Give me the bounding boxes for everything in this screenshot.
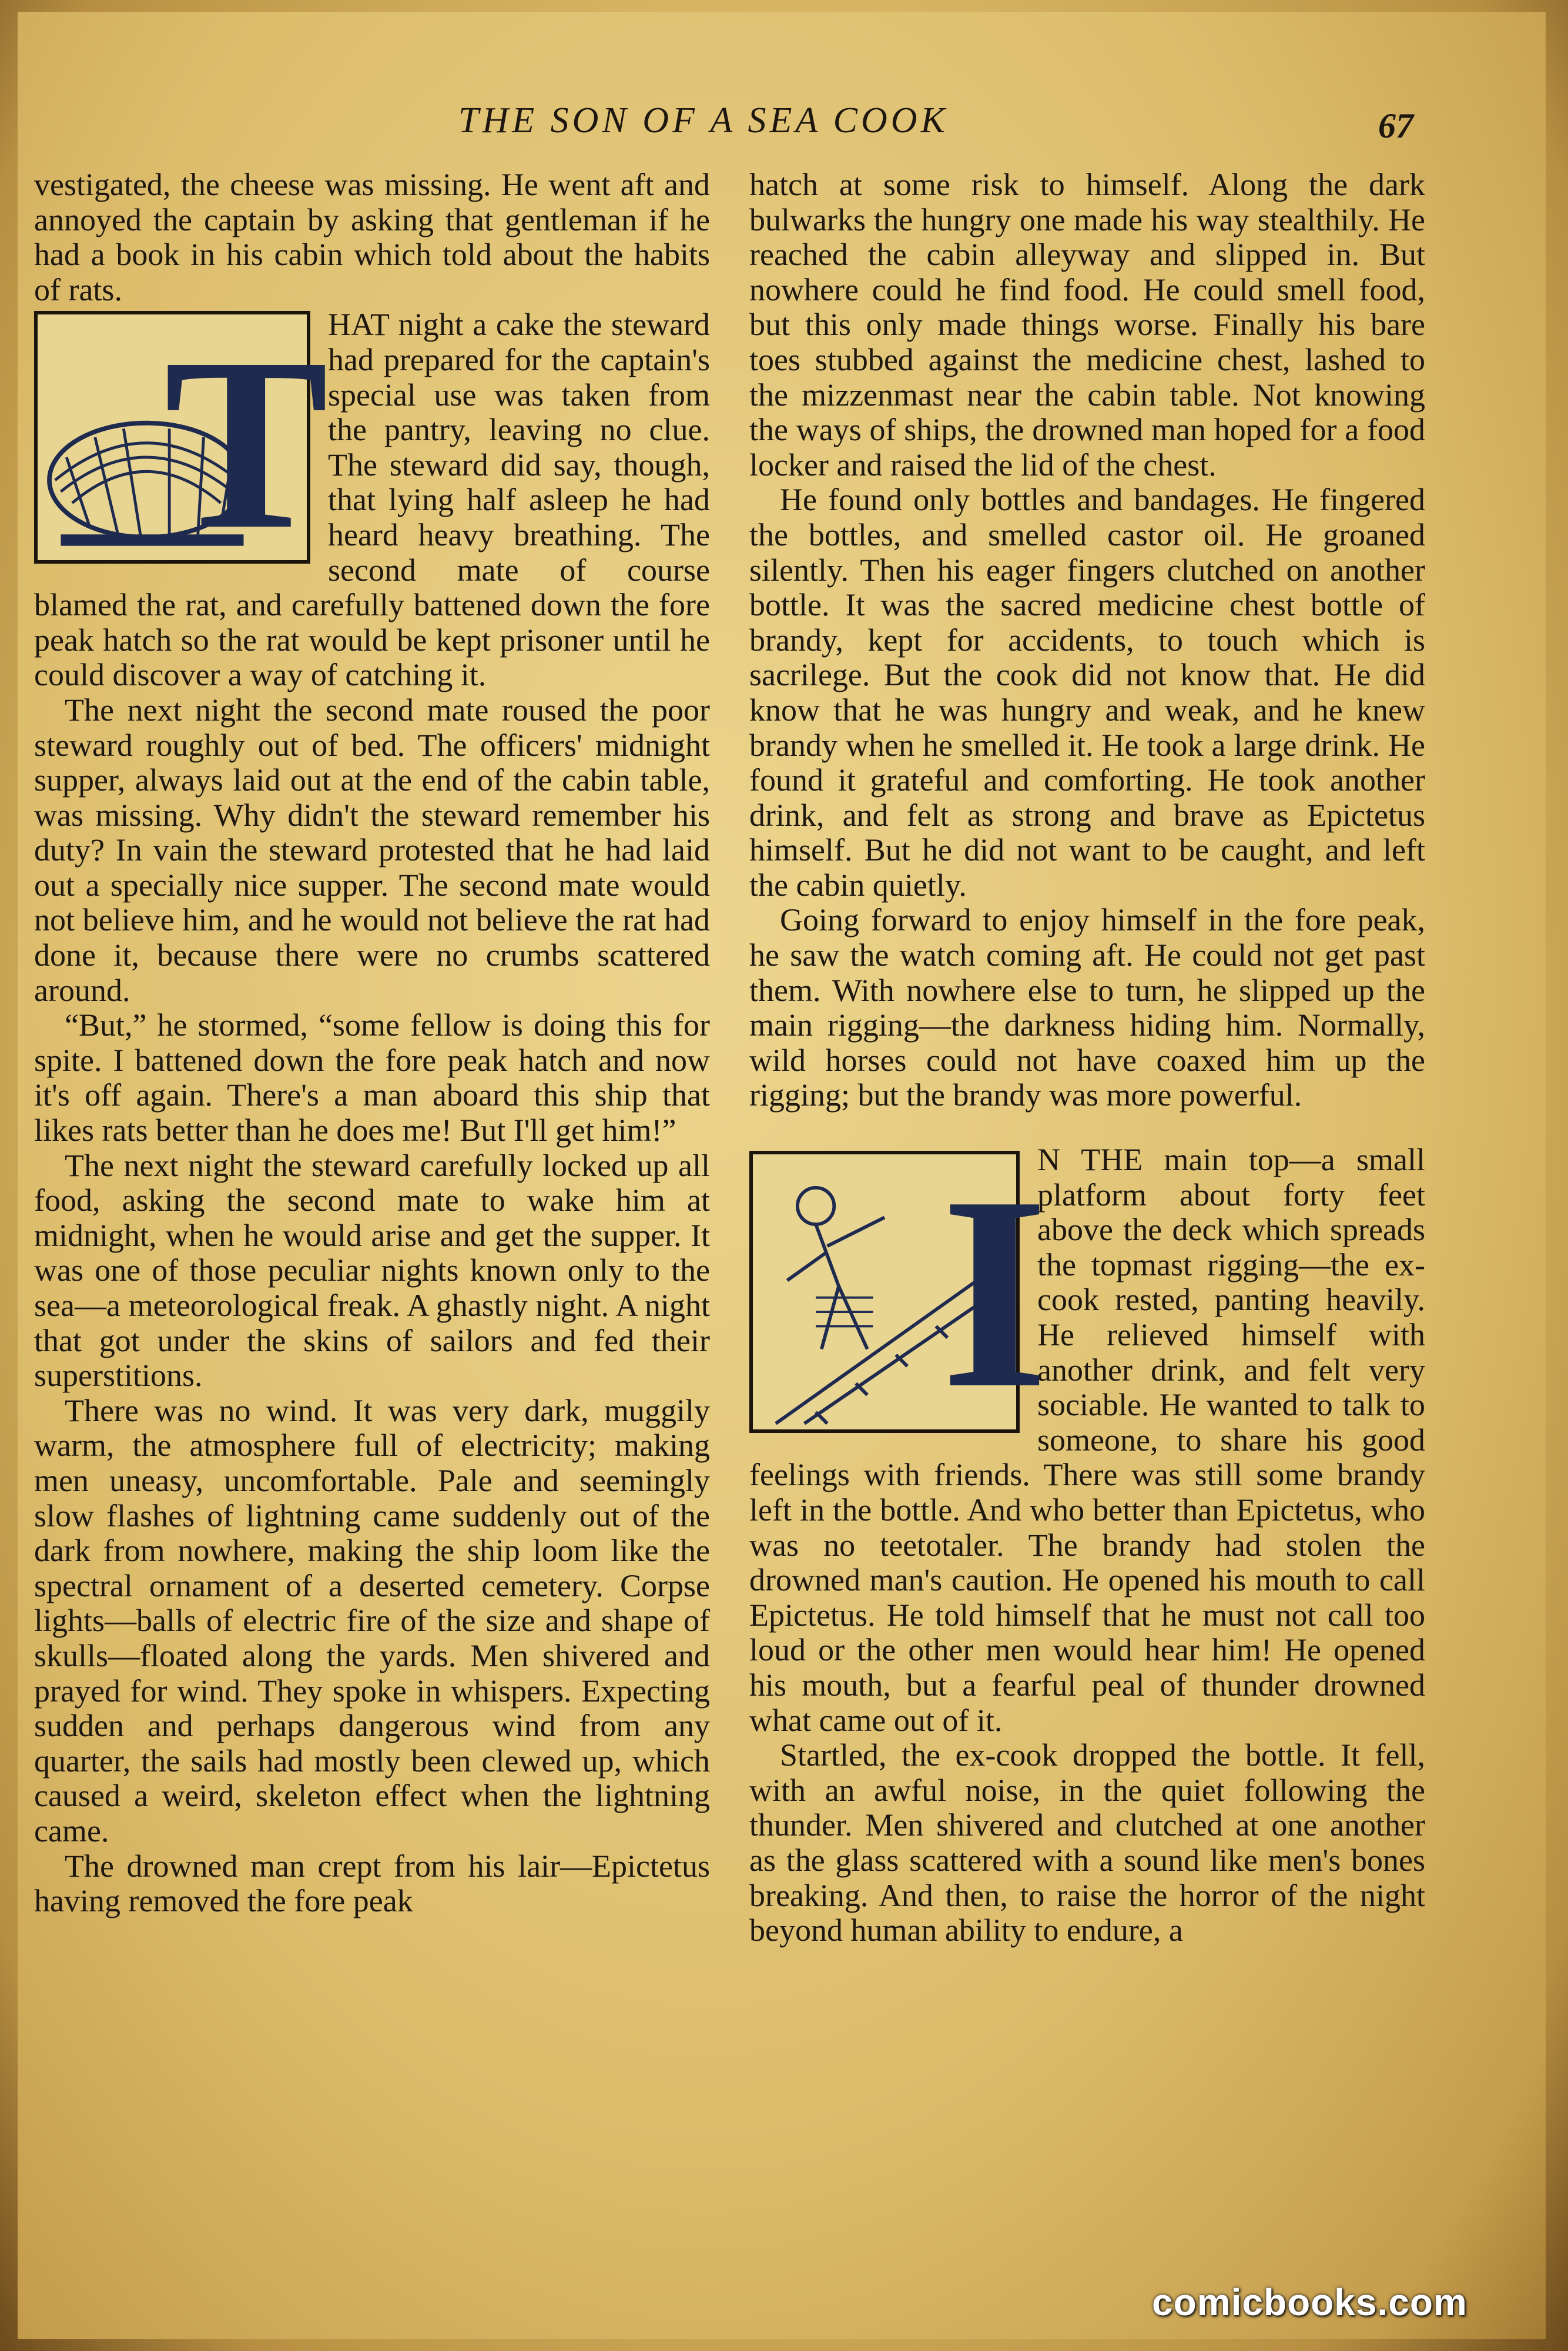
- left-column: [34, 168, 710, 1919]
- section-gap: [749, 1113, 1425, 1143]
- right-column: [749, 168, 1425, 1948]
- dropcap-illustration-sailor-climbing: [749, 1139, 1048, 1446]
- paragraph: The drowned man crept from his lair—Epictetus having removed the fore peak: [34, 1848, 710, 1919]
- paragraph: hatch at some risk to himself. Along the dark bulwarks the hungry one made his way stealthily. He reached the cabin alleyway and slipped in. But nowhere could he find food. He could smell food, but this only made things worse. Finally his bare toes stubbed against the medicine chest, lashed to the mizzenmast near the cabin table. Not knowing the ways of ships, the drowned man hoped for a food locker and raised the lid of the chest.: [749, 167, 1425, 483]
- running-title: THE SON OF A SEA COOK: [458, 101, 949, 140]
- paragraph: vestigated, the cheese was missing. He went aft and annoyed the captain by asking that gentleman if he had a book in his cabin which told about the habits of rats.: [34, 167, 710, 307]
- paragraph: The next night the steward carefully locked up all food, asking the second mate to wake him at midnight, when he would arise and get the supper. It was one of those peculiar nights known only to the sea—a meteorological freak. A ghastly night. A night that got under the skins of sailors and fed their superstitions.: [34, 1147, 710, 1394]
- paragraph: “But,” he stormed, “some fellow is doing this for spite. I battened down the fore peak hatch and now it's off again. There's a man aboard this ship that likes rats better than he does me! But I'll get him!”: [34, 1007, 710, 1148]
- page-header: [0, 100, 1568, 165]
- paragraph: He found only bottles and bandages. He fingered the bottles, and smelled castor oil. He groaned silently. Then his eager fingers clutched on another bottle. It was the sacred medicine chest bottle of brandy, kept for accidents, to touch which is sacrilege. But the cook did not know that. He did know that he was hungry and weak, and he knew brandy when he smelled it. He took a large drink. He found it grateful and comforting. He took another drink, and felt as strong and brave as Epictetus himself. But he did not want to be caught, and left the cabin quietly.: [749, 482, 1425, 903]
- dropcap-letter: I: [941, 1139, 1048, 1446]
- paragraph: Going forward to enjoy himself in the fore peak, he saw the watch coming aft. He could not get past them. With nowhere else to turn, he slipped up the main rigging—the darkness hiding him. Normally, wild horses could not have coaxed him up the rigging; but the brandy was more powerful.: [749, 902, 1425, 1113]
- page-number: 67: [1378, 106, 1413, 145]
- paragraph: The next night the second mate roused the poor steward roughly out of bed. The officers' midnight supper, always laid out at the end of the cabin table, was missing. Why didn't the steward remember his duty? In vain the steward protested that he had laid out a specially nice supper. The second mate would not believe him, and he would not believe the rat had done it, because there were no crumbs scattered around.: [34, 692, 710, 1008]
- paragraph: N THE main top—a small platform about forty feet above the deck which spreads the topmast rigging—the ex-cook rested, panting heavily. He relieved himself with another drink, and felt very sociable. He wanted to talk to someone, to share his good feelings with friends. There was still some brandy left in the bottle. And who better than Epictetus, who was no teetotaler. The brandy had stolen the drowned man's caution. He opened his mouth to call Epictetus. He told himself that he must not call too loud or the other men would hear him! He opened his mouth, but a fearful peal of thunder drowned what came out of it.: [749, 1142, 1425, 1738]
- dropcap-letter: T: [164, 307, 329, 581]
- paragraph: There was no wind. It was very dark, muggily warm, the atmosphere full of electricity; making men uneasy, uncomfortable. Pale and seemingly slow flashes of lightning came suddenly out of the dark from nowhere, making the ship loom like the spectral ornament of a deserted cemetery. Corpse lights—balls of electric fire of the size and shape of skulls—floated along the yards. Men shivered and prayed for wind. They spoke in whispers. Expecting sudden and perhaps dangerous wind from any quarter, the sails had mostly been clewed up, which caused a weird, skeleton effect when the lightning came.: [34, 1392, 710, 1848]
- watermark: comicbooks.com: [1152, 2281, 1468, 2323]
- paragraph: Startled, the ex-cook dropped the bottle. It fell, with an awful noise, in the quiet following the thunder. Men shivered and clutched at one another as the glass scattered with a sound like men's bones breaking. And then, to raise the horror of the night beyond human ability to endure, a: [749, 1737, 1425, 1948]
- dropcap-illustration-rat-trap: [34, 307, 329, 581]
- paragraph: HAT night a cake the steward had prepared for the captain's special use was taken from the pantry, leaving no clue. The steward did say, though, that lying half asleep he had heard heavy breathing. The second mate of course blamed the rat, and carefully battened down the fore peak hatch so the rat would be kept prisoner until he could discover a way of catching it.: [34, 307, 710, 693]
